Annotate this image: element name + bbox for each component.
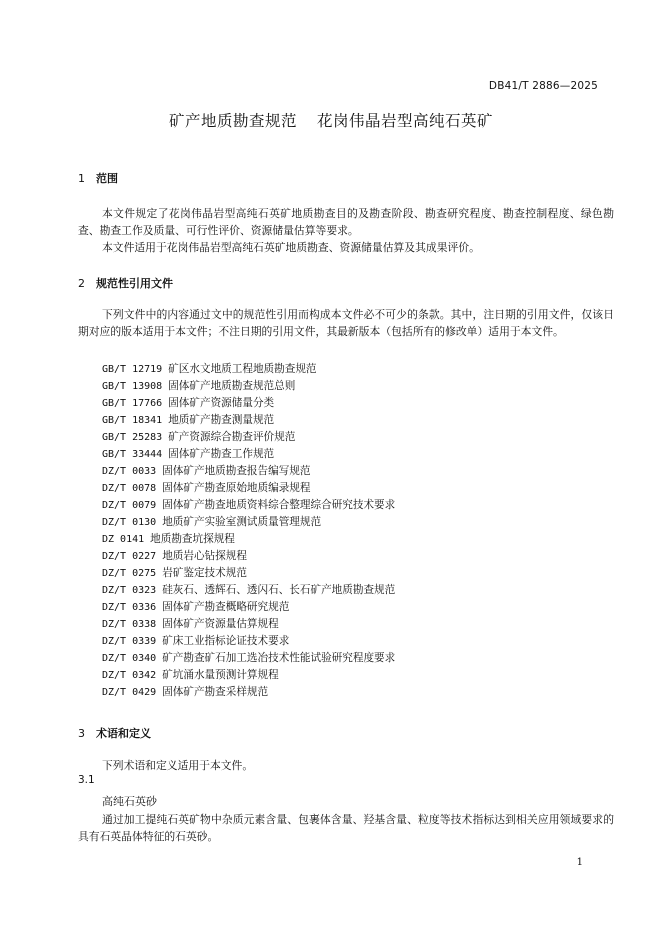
reference-item bbox=[102, 514, 395, 531]
title-sub: 花岗伟晶岩型高纯石英矿 bbox=[317, 112, 494, 130]
reference-title: 岩矿鉴定技术规范 bbox=[162, 567, 247, 579]
reference-code: DZ/T 0275 bbox=[102, 568, 157, 579]
reference-item bbox=[102, 599, 395, 616]
title-main: 矿产地质勘查规范 bbox=[168, 112, 297, 130]
page-number: 1 bbox=[576, 857, 583, 868]
reference-title: 矿产资源综合勘查评价规范 bbox=[168, 431, 296, 443]
reference-item bbox=[102, 497, 395, 514]
reference-title: 固体矿产勘查概略研究规范 bbox=[162, 601, 290, 613]
references-intro: 下列文件中的内容通过文中的规范性引用而构成本文件必不可少的条款。其中，注日期的引用文件，仅该日期对应的版本适用于本文件；不注日期的引用文件，其最新版本（包括所有的修改单）适用于本文件。 bbox=[78, 308, 614, 338]
reference-list bbox=[102, 361, 395, 701]
reference-title: 地质矿产实验室测试质量管理规范 bbox=[162, 516, 322, 528]
reference-item bbox=[102, 650, 395, 667]
reference-code: DZ/T 0033 bbox=[102, 466, 157, 477]
reference-item bbox=[102, 633, 395, 650]
reference-item bbox=[102, 616, 395, 633]
reference-item bbox=[102, 361, 395, 378]
reference-code: DZ/T 0429 bbox=[102, 687, 157, 698]
document-title bbox=[0, 109, 662, 131]
term-name: 高纯石英砂 bbox=[102, 795, 157, 808]
document-code: DB41/T 2886—2025 bbox=[488, 80, 598, 92]
section-title: 术语和定义 bbox=[96, 727, 151, 740]
section-2-heading bbox=[78, 275, 173, 291]
reference-title: 地质岩心钻探规程 bbox=[162, 550, 247, 562]
section-title: 规范性引用文件 bbox=[96, 277, 173, 290]
reference-item bbox=[102, 480, 395, 497]
reference-title: 固体矿产地质勘查规范总则 bbox=[168, 380, 296, 392]
terms-intro: 下列术语和定义适用于本文件。 bbox=[102, 759, 254, 772]
reference-item bbox=[102, 378, 395, 395]
scope-paragraph-2: 本文件适用于花岗伟晶岩型高纯石英矿地质勘查、资源储量估算及其成果评价。 bbox=[102, 241, 480, 254]
section-number: 3 bbox=[78, 727, 85, 740]
reference-item bbox=[102, 531, 395, 548]
section-1-heading bbox=[78, 170, 118, 186]
reference-title: 矿坑涌水量预测计算规程 bbox=[162, 669, 279, 681]
reference-item bbox=[102, 395, 395, 412]
reference-code: GB/T 18341 bbox=[102, 415, 163, 426]
reference-title: 地质勘查坑探规程 bbox=[150, 533, 235, 545]
reference-code: DZ/T 0339 bbox=[102, 636, 157, 647]
reference-code: DZ/T 0079 bbox=[102, 500, 157, 511]
reference-title: 矿区水文地质工程地质勘查规范 bbox=[168, 363, 317, 375]
reference-title: 固体矿产资源量估算规程 bbox=[162, 618, 279, 630]
reference-title: 矿产勘查矿石加工选冶技术性能试验研究程度要求 bbox=[162, 652, 396, 664]
section-number: 1 bbox=[78, 172, 85, 185]
reference-item bbox=[102, 565, 395, 582]
reference-code: GB/T 13908 bbox=[102, 381, 163, 392]
reference-item bbox=[102, 684, 395, 701]
reference-title: 地质矿产勘查测量规范 bbox=[168, 414, 275, 426]
reference-code: DZ/T 0323 bbox=[102, 585, 157, 596]
term-number: 3.1 bbox=[78, 774, 95, 786]
section-title: 范围 bbox=[96, 172, 118, 185]
reference-item bbox=[102, 582, 395, 599]
reference-code: DZ/T 0078 bbox=[102, 483, 157, 494]
reference-code: GB/T 33444 bbox=[102, 449, 163, 460]
reference-item bbox=[102, 548, 395, 565]
reference-code: DZ/T 0342 bbox=[102, 670, 157, 681]
section-number: 2 bbox=[78, 277, 85, 290]
reference-title: 固体矿产勘查原始地质编录规程 bbox=[162, 482, 311, 494]
reference-code: DZ/T 0227 bbox=[102, 551, 157, 562]
reference-code: DZ 0141 bbox=[102, 534, 145, 545]
reference-title: 固体矿产勘查工作规范 bbox=[168, 448, 275, 460]
reference-code: DZ/T 0336 bbox=[102, 602, 157, 613]
reference-code: GB/T 17766 bbox=[102, 398, 163, 409]
scope-paragraph-1: 本文件规定了花岗伟晶岩型高纯石英矿地质勘查目的及勘查阶段、勘查研究程度、勘查控制程度、绿色勘查、勘查工作及质量、可行性评价、资源储量估算等要求。 bbox=[78, 207, 614, 237]
reference-item bbox=[102, 412, 395, 429]
reference-code: GB/T 25283 bbox=[102, 432, 163, 443]
reference-title: 固体矿产资源储量分类 bbox=[168, 397, 275, 409]
reference-title: 固体矿产地质勘查报告编写规范 bbox=[162, 465, 311, 477]
reference-code: GB/T 12719 bbox=[102, 364, 163, 375]
reference-title: 固体矿产勘查地质资料综合整理综合研究技术要求 bbox=[162, 499, 396, 511]
reference-item bbox=[102, 463, 395, 480]
term-definition: 通过加工提纯石英矿物中杂质元素含量、包裹体含量、羟基含量、粒度等技术指标达到相关应用领域要求的具有石英晶体特征的石英砂。 bbox=[78, 813, 614, 843]
reference-title: 硅灰石、透辉石、透闪石、长石矿产地质勘查规范 bbox=[162, 584, 396, 596]
section-3-heading bbox=[78, 725, 151, 741]
reference-code: DZ/T 0338 bbox=[102, 619, 157, 630]
reference-item bbox=[102, 667, 395, 684]
reference-code: DZ/T 0130 bbox=[102, 517, 157, 528]
reference-title: 固体矿产勘查采样规范 bbox=[162, 686, 269, 698]
reference-item bbox=[102, 429, 395, 446]
reference-title: 矿床工业指标论证技术要求 bbox=[162, 635, 290, 647]
reference-item bbox=[102, 446, 395, 463]
reference-code: DZ/T 0340 bbox=[102, 653, 157, 664]
